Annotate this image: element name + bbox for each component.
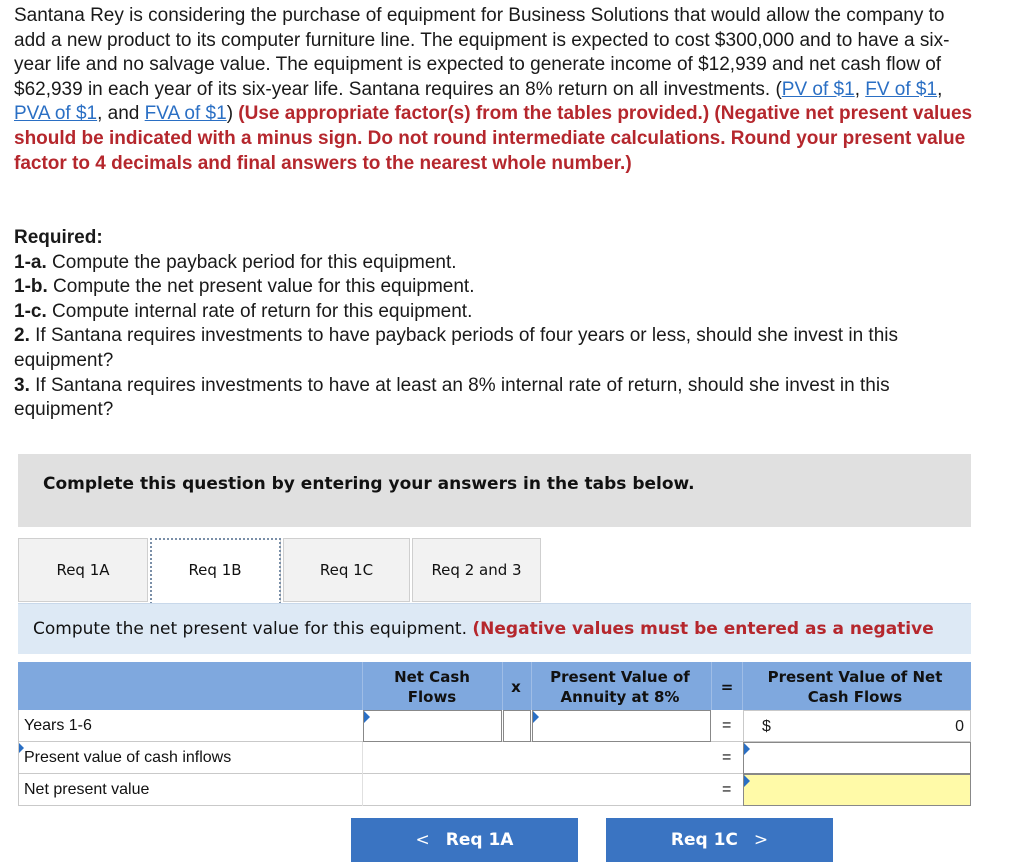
- question-instructions: (Use appropriate factor(s) from the tables provided.) (Negative net present values should be indicated with a minus sign. Do not round intermediate calculations. Round your present value factor to 4 decimals and final answers to the nearest whole number.): [14, 103, 973, 174]
- column-divider: [531, 662, 532, 710]
- pv-annuity-factor-input[interactable]: [532, 710, 711, 742]
- item-tag: 2.: [14, 325, 30, 347]
- pv-net-value: 0: [955, 718, 964, 735]
- column-divider: [362, 662, 363, 710]
- chevron-right-icon: >: [753, 830, 769, 850]
- item-tag: 3.: [14, 374, 30, 396]
- item-text: Compute internal rate of return for this equipment.: [46, 300, 473, 322]
- required-item-1b: [14, 275, 974, 300]
- chevron-left-icon: <: [415, 830, 430, 850]
- link-pva-of-1[interactable]: PVA of $1: [14, 103, 98, 125]
- item-tag: 1-b.: [14, 276, 48, 298]
- column-divider: [742, 662, 743, 710]
- column-divider: [711, 662, 712, 710]
- question-text: [14, 4, 974, 176]
- item-tag: 1-c.: [14, 300, 47, 322]
- required-item-1c: [14, 300, 974, 325]
- instruction-text: Compute the net present value for this equipment.: [33, 619, 473, 639]
- tab-req-1a[interactable]: Req 1A: [18, 538, 148, 602]
- prev-button-label: Req 1A: [445, 830, 514, 850]
- multiply-cell: [503, 710, 531, 742]
- banner-text: Complete this question by entering your answers in the tabs below.: [43, 474, 695, 494]
- tab-req-1c[interactable]: Req 1C: [283, 538, 410, 602]
- pv-cash-inflows-input[interactable]: [743, 742, 971, 774]
- instruction-warning: (Negative values must be entered as a negative: [472, 619, 934, 639]
- row-equals: =: [722, 717, 732, 734]
- header-equals: =: [720, 678, 734, 696]
- required-heading: Required:: [14, 227, 103, 248]
- link-fv-of-1[interactable]: FV of $1: [865, 78, 938, 100]
- table-border: [18, 710, 19, 806]
- currency-symbol: $: [762, 718, 771, 735]
- item-text: If Santana requires investments to have at least an 8% internal rate of return, should she invest in this equipment?: [14, 374, 890, 421]
- tab-instruction: [18, 603, 971, 654]
- column-divider: [502, 662, 503, 710]
- input-marker-icon: [533, 711, 539, 723]
- tab-req-2-and-3[interactable]: Req 2 and 3: [412, 538, 541, 602]
- net-cash-flows-input[interactable]: [363, 710, 502, 742]
- item-tag: 1-a.: [14, 251, 47, 273]
- prev-tab-button[interactable]: [351, 818, 578, 862]
- separator: ,: [937, 78, 943, 100]
- instructions-banner: [18, 454, 971, 527]
- required-section: [14, 226, 974, 423]
- required-item-1a: [14, 251, 974, 276]
- next-button-label: Req 1C: [670, 830, 738, 850]
- question-body: Santana Rey is considering the purchase of equipment for Business Solutions that would allow the company to add a new product to its computer furniture line. The equipment is expected to cost $300,000 and to have a six-year life and no salvage value. The equipment is expected to generate income of $12,939 and net cash flow of $62,939 in each year of its six-year life. Santana requires an 8% return on all investments. (: [14, 5, 950, 100]
- row-label-years: Years 1-6: [24, 717, 92, 734]
- separator: ,: [854, 78, 866, 100]
- input-marker-icon: [364, 711, 370, 723]
- header-net-cash-flows: Net Cash Flows: [394, 668, 470, 706]
- link-fva-of-1[interactable]: FVA of $1: [144, 103, 227, 125]
- header-pv-annuity: Present Value of Annuity at 8%: [550, 668, 690, 706]
- tab-focus-outline: [150, 538, 281, 604]
- tab-req-1b[interactable]: Req 1B: [150, 538, 281, 602]
- item-text: If Santana requires investments to have payback periods of four years or less, should she invest in this equipment?: [14, 325, 898, 371]
- net-present-value-input[interactable]: [743, 774, 971, 806]
- row-label-npv: Net present value: [24, 781, 150, 798]
- pv-net-cash-flows-output: [743, 710, 971, 742]
- header-multiply: x: [511, 678, 521, 696]
- required-item-2: [14, 324, 974, 373]
- input-marker-icon: [744, 743, 750, 755]
- separator: , and: [97, 103, 145, 125]
- input-marker-icon: [744, 775, 750, 787]
- row-label-pv-inflows: Present value of cash inflows: [24, 749, 232, 766]
- required-item-3: [14, 374, 974, 423]
- row-equals: =: [722, 781, 732, 798]
- header-pv-net-cash-flows: Present Value of Net Cash Flows: [767, 668, 943, 706]
- row-equals: =: [722, 749, 732, 766]
- table-border: [362, 742, 363, 806]
- separator: ): [226, 103, 239, 125]
- next-tab-button[interactable]: [606, 818, 833, 862]
- item-text: Compute the payback period for this equipment.: [46, 251, 457, 273]
- link-pv-of-1[interactable]: PV of $1: [781, 78, 855, 100]
- item-text: Compute the net present value for this equipment.: [47, 276, 475, 298]
